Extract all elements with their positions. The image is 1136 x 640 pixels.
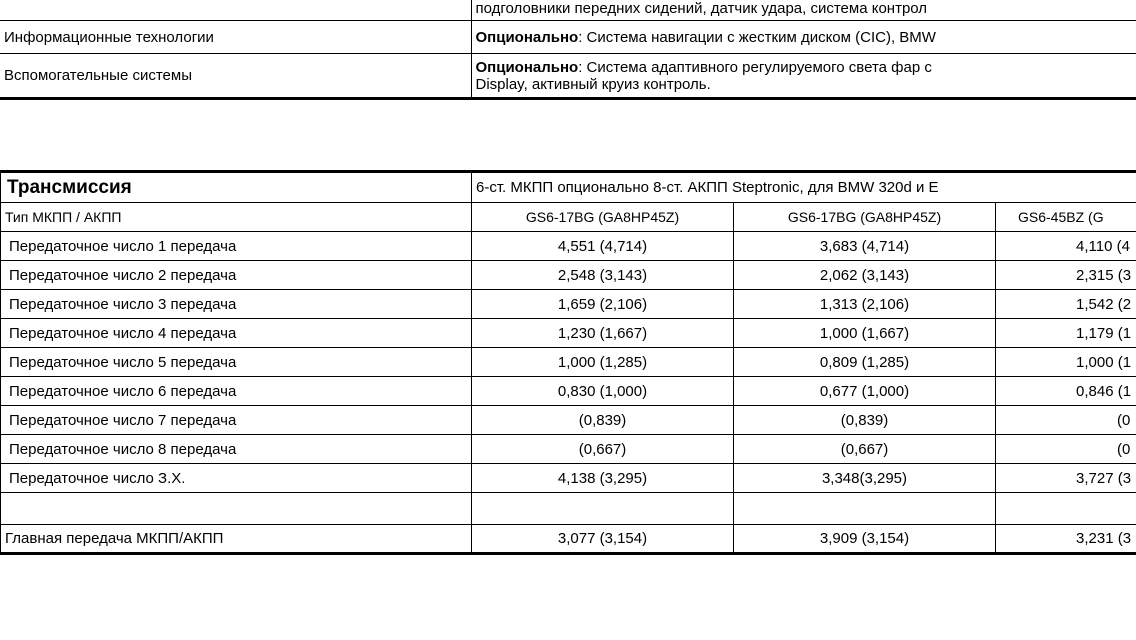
gear-value: (0,667) [734,435,996,464]
gear-value: 1,659 (2,106) [472,290,734,319]
gear-value: 1,000 (1 [996,348,1136,377]
optional-label: Опционально [475,58,579,76]
table-row [0,0,1136,21]
gear-label: Передаточное число 6 передача [1,377,472,406]
final-drive-value: 3,231 (3 [996,525,1136,554]
final-drive-label: Главная передача МКПП/АКПП [1,525,472,554]
gear-value: 0,846 (1 [996,377,1136,406]
gear-value: 2,548 (3,143) [472,261,734,290]
gear-value: 0,809 (1,285) [734,348,996,377]
empty-cell [996,493,1136,525]
empty-cell [734,493,996,525]
type-cell: GS6-17BG (GA8HP45Z) [472,203,734,232]
row-label: Информационные технологии [0,21,471,54]
row-text-continued: Display, активный круиз контроль. [475,75,711,93]
gear-value: 3,683 (4,714) [734,232,996,261]
table-row [1,435,1136,464]
gear-value: 1,542 (2 [996,290,1136,319]
empty-cell [472,493,734,525]
table-row [0,54,1136,99]
gear-value: 1,000 (1,285) [472,348,734,377]
table-row [1,525,1136,554]
optional-label: Опционально [475,28,579,46]
table-row [0,21,1136,54]
type-label: Тип МКПП / АКПП [1,203,472,232]
gear-value: (0,839) [734,406,996,435]
gear-label: Передаточное число 1 передача [1,232,472,261]
final-drive-value: 3,077 (3,154) [472,525,734,554]
gear-label: Передаточное число 2 передача [1,261,472,290]
table-row [1,406,1136,435]
gear-value: (0 [996,406,1136,435]
gear-label: Передаточное число З.Х. [1,464,472,493]
gear-label: Передаточное число 7 передача [1,406,472,435]
gear-label: Передаточное число 8 передача [1,435,472,464]
empty-cell [1,493,472,525]
gear-value: 4,551 (4,714) [472,232,734,261]
table-row [1,319,1136,348]
gear-value: 1,179 (1 [996,319,1136,348]
table-row [1,377,1136,406]
row-value [471,54,1136,99]
features-table [0,0,1136,100]
section-title: Трансмиссия [1,172,472,203]
gear-value: 2,062 (3,143) [734,261,996,290]
row-label [0,0,471,21]
gear-value: 4,110 (4 [996,232,1136,261]
row-value [471,21,1136,54]
gear-value: 0,830 (1,000) [472,377,734,406]
gear-value: 4,138 (3,295) [472,464,734,493]
row-text: подголовники передних сидений, датчик удара, система контрол [475,0,928,17]
transmission-description: 6-ст. МКПП опционально 8-ст. АКПП Steptronic, для BMW 320d и E [472,172,1136,203]
type-cell: GS6-17BG (GA8HP45Z) [734,203,996,232]
table-row [1,232,1136,261]
table-header-row [1,172,1136,203]
table-row [1,203,1136,232]
row-label: Вспомогательные системы [0,54,471,99]
table-row [1,464,1136,493]
empty-row [1,493,1136,525]
gear-label: Передаточное число 4 передача [1,319,472,348]
type-cell: GS6-45BZ (G [996,203,1136,232]
gear-value: (0,667) [472,435,734,464]
gear-value: 2,315 (3 [996,261,1136,290]
gear-value: 1,230 (1,667) [472,319,734,348]
gear-value: 1,313 (2,106) [734,290,996,319]
table-row [1,348,1136,377]
table-row [1,261,1136,290]
row-text: : Система навигации с жестким диском (CIC), BMW [578,28,936,46]
transmission-table [0,170,1136,555]
row-text: : Система адаптивного регулируемого света фар с [578,58,932,76]
final-drive-value: 3,909 (3,154) [734,525,996,554]
gear-value: (0,839) [472,406,734,435]
row-value [471,0,1136,21]
gear-value: 3,348(3,295) [734,464,996,493]
gear-label: Передаточное число 3 передача [1,290,472,319]
gear-label: Передаточное число 5 передача [1,348,472,377]
gear-value: (0 [996,435,1136,464]
gear-value: 3,727 (3 [996,464,1136,493]
gear-value: 1,000 (1,667) [734,319,996,348]
gear-value: 0,677 (1,000) [734,377,996,406]
table-row [1,290,1136,319]
